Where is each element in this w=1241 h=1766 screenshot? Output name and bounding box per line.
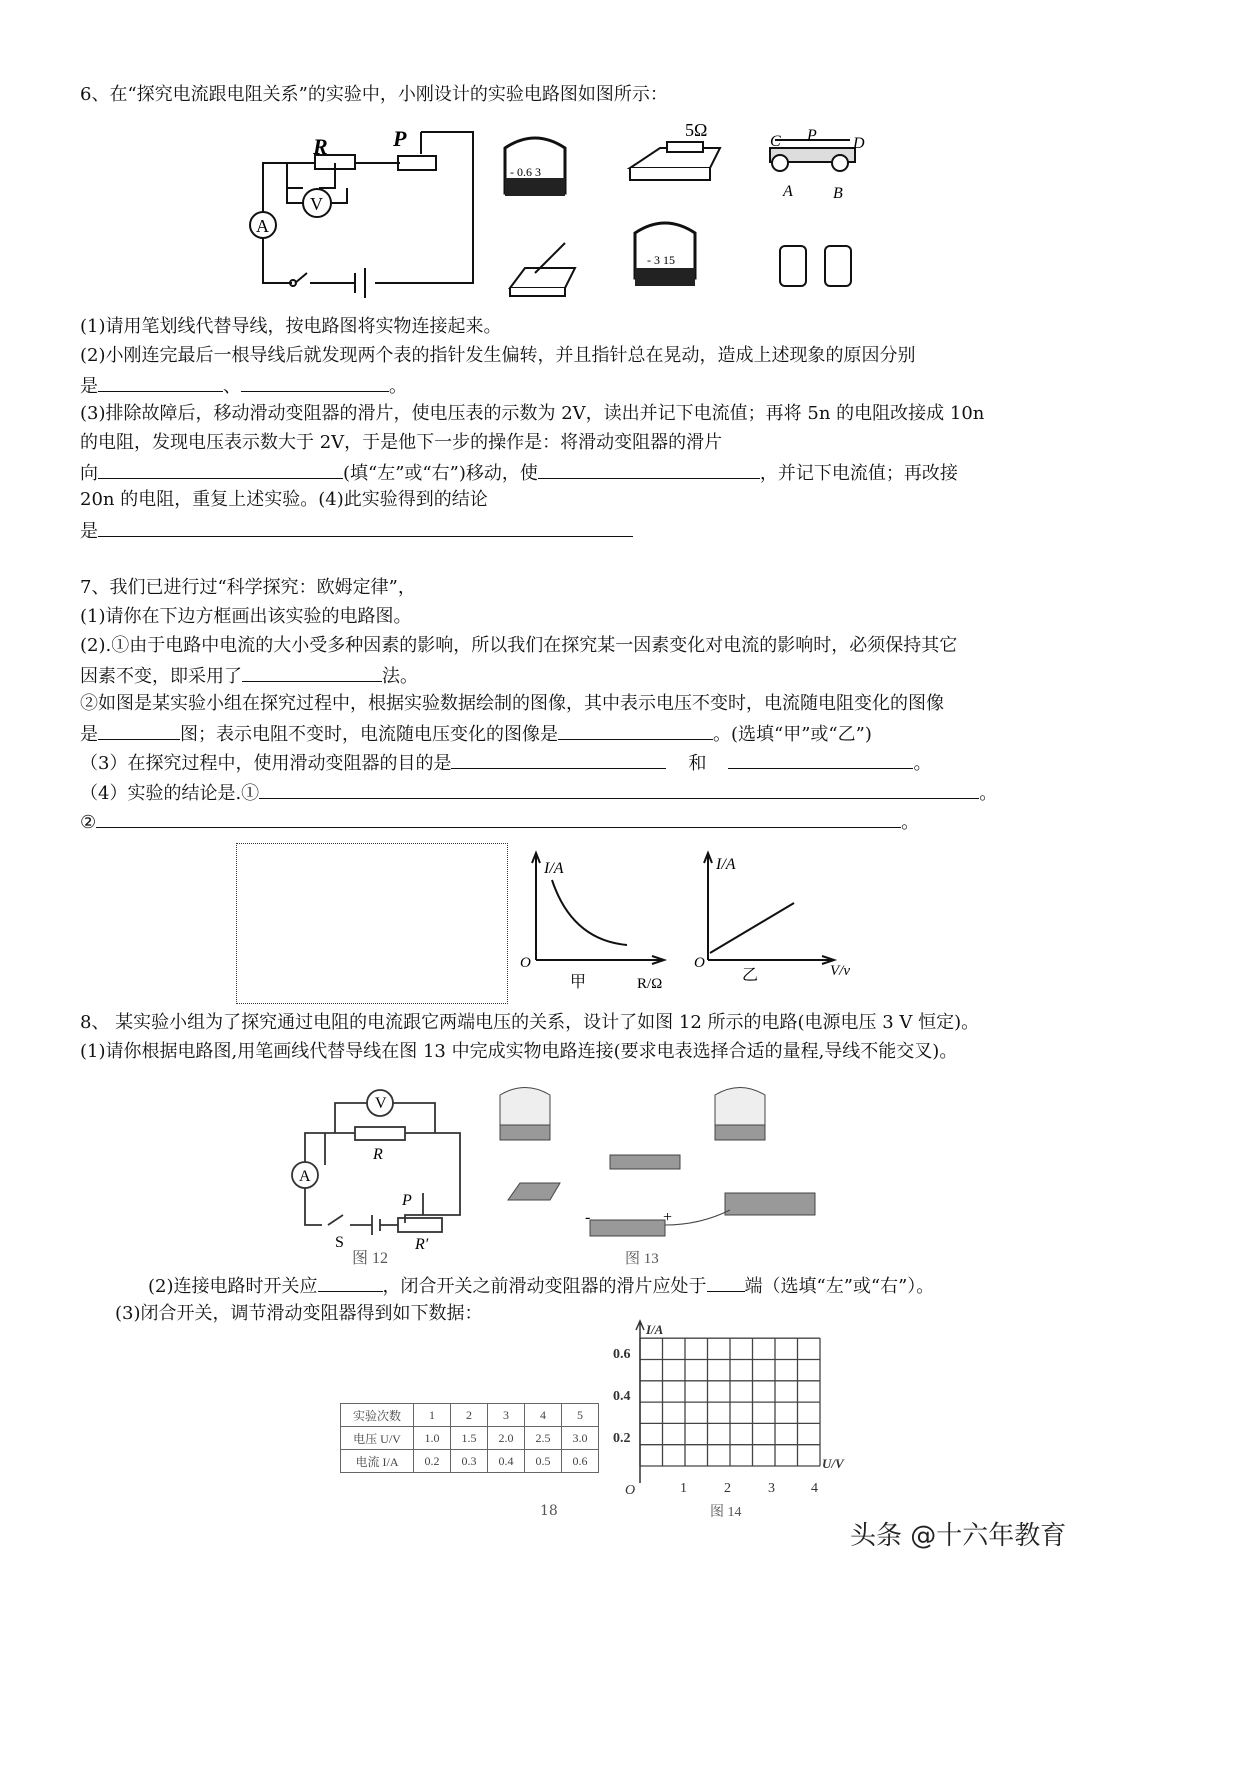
circuit-drawing-box[interactable] <box>236 843 508 1004</box>
q6-part2-blanks: 是 、 。 <box>80 373 407 399</box>
figure-14-graph <box>605 1318 865 1523</box>
q8-title: 8、 某实验小组为了探究通过电阻的电流跟它两端电压的关系，设计了如图 12 所示的电路(电源电压 3 V 恒定)。 <box>80 1012 980 1033</box>
svg-text:图 13: 图 13 <box>625 1251 659 1267</box>
answer-blank[interactable] <box>98 373 223 392</box>
label-r: R <box>313 134 328 159</box>
table-cell: 2.5 <box>525 1427 562 1450</box>
svg-text:乙: 乙 <box>742 967 759 984</box>
answer-blank[interactable] <box>242 663 382 682</box>
table-cell: 电流 I/A <box>341 1450 414 1473</box>
q7-part4: （4）实验的结论是.① 。 <box>80 780 997 806</box>
answer-blank[interactable] <box>98 460 343 479</box>
svg-text:1: 1 <box>680 1481 687 1496</box>
table-cell: 1 <box>414 1404 451 1427</box>
q8-part1: (1)请你根据电路图,用笔画线代替导线在图 13 中完成实物电路连接(要求电表选择合适的量程,导线不能交叉)。 <box>80 1041 958 1062</box>
svg-text:O: O <box>625 1483 636 1498</box>
table-cell: 电压 U/V <box>341 1427 414 1450</box>
answer-blank[interactable] <box>558 721 713 740</box>
label-a2: A <box>783 183 793 200</box>
figure-12-13 <box>280 1075 840 1270</box>
q6-part1: (1)请用笔划线代替导线，按电路图将实物连接起来。 <box>80 316 502 337</box>
q7-part2b: ②如图是某实验小组在探究过程中，根据实验数据绘制的图像，其中表示电压不变时，电流随电阻变化的图像 <box>80 693 944 714</box>
svg-text:4: 4 <box>811 1481 818 1496</box>
q7-part2: (2).①由于电路中电流的大小受多种因素的影响，所以我们在探究某一因素变化对电流的影响时，必须保持其它 <box>80 635 958 656</box>
ammeter-scale: - 0.6 3 <box>510 165 541 179</box>
svg-text:V/v: V/v <box>830 963 850 979</box>
q6-part3-line3: 向 (填“左”或“右”)移动，使 ，并记下电流值；再改接 <box>80 460 958 486</box>
svg-text:图 12: 图 12 <box>352 1250 389 1267</box>
answer-blank[interactable] <box>707 1273 745 1292</box>
svg-text:V: V <box>375 1095 387 1112</box>
q7-part4b: ② 。 <box>80 809 919 835</box>
svg-text:I/A: I/A <box>544 860 564 877</box>
svg-text:图 14: 图 14 <box>710 1505 742 1520</box>
q6-figure <box>235 118 875 303</box>
svg-text:S: S <box>335 1234 344 1251</box>
table-cell: 0.4 <box>488 1450 525 1473</box>
svg-text:2: 2 <box>724 1481 731 1496</box>
label-p2: P <box>807 127 817 144</box>
answer-blank[interactable] <box>318 1273 383 1292</box>
table-row <box>341 1404 599 1427</box>
svg-text:0.6: 0.6 <box>613 1347 631 1362</box>
rheostat-icon <box>770 140 855 171</box>
svg-text:+: + <box>663 1209 673 1226</box>
table-cell: 0.3 <box>451 1450 488 1473</box>
svg-text:0.2: 0.2 <box>613 1431 631 1446</box>
label-c: C <box>770 133 781 150</box>
q7-title: 7、我们已进行过“科学探究：欧姆定律”， <box>80 577 416 598</box>
data-table <box>340 1403 599 1473</box>
answer-blank[interactable] <box>98 721 180 740</box>
table-cell: 5 <box>562 1404 599 1427</box>
label-p: P <box>393 126 407 151</box>
q6-part3-line2: 的电阻，发现电压表示数大于 2V，于是他下一步的操作是：将滑动变阻器的滑片 <box>80 432 723 453</box>
battery-icon <box>780 246 851 286</box>
answer-blank[interactable] <box>241 373 389 392</box>
table-cell: 2.0 <box>488 1427 525 1450</box>
q6-part3: (3)排除故障后，移动滑动变阻器的滑片，使电压表的示数为 2V，读出并记下电流值；再将 5n 的电阻改接成 10n <box>80 403 985 424</box>
resistor-icon <box>630 142 720 180</box>
q8-part3: (3)闭合开关，调节滑动变阻器得到如下数据： <box>115 1303 483 1324</box>
svg-text:甲: 甲 <box>570 974 587 991</box>
answer-blank[interactable] <box>728 750 913 769</box>
answer-blank[interactable] <box>538 460 760 479</box>
q7-part2b-blanks: 是 图；表示电阻不变时，电流随电压变化的图像是 。(选填“甲”或“乙”) <box>80 721 872 747</box>
q7-part2-blank: 因素不变，即采用了 法。 <box>80 663 418 689</box>
svg-text:I/A: I/A <box>716 856 736 873</box>
table-cell: 0.5 <box>525 1450 562 1473</box>
svg-text:R′: R′ <box>415 1236 429 1253</box>
svg-text:3: 3 <box>768 1481 775 1496</box>
svg-text:-: - <box>585 1209 591 1226</box>
q6-title: 6、在“探究电流跟电阻关系”的实验中，小刚设计的实验电路图如图所示： <box>80 84 668 105</box>
table-row <box>341 1450 599 1473</box>
svg-text:R: R <box>373 1146 383 1163</box>
table-cell: 3.0 <box>562 1427 599 1450</box>
answer-blank[interactable] <box>259 780 979 799</box>
q6-part4: 20n 的电阻，重复上述实验。(4)此实验得到的结论 <box>80 489 488 510</box>
table-cell: 实验次数 <box>341 1404 414 1427</box>
svg-text:U/V: U/V <box>822 1456 844 1471</box>
svg-text:A: A <box>299 1168 311 1185</box>
resistor-label: 5Ω <box>685 120 708 140</box>
q7-part3: （3）在探究过程中，使用滑动变阻器的目的是 和 。 <box>80 750 931 776</box>
svg-text:O: O <box>694 955 705 971</box>
label-v: V <box>310 194 323 214</box>
table-row <box>341 1427 599 1450</box>
voltmeter-scale: - 3 15 <box>647 253 675 267</box>
svg-text:0.4: 0.4 <box>613 1389 631 1404</box>
table-cell: 1.5 <box>451 1427 488 1450</box>
svg-text:I/A: I/A <box>646 1322 664 1337</box>
switch-icon <box>510 243 575 296</box>
watermark: 头条 @十六年教育 <box>850 1521 1067 1551</box>
q6-part4-blank: 是 <box>80 518 633 544</box>
answer-blank[interactable] <box>451 750 666 769</box>
table-cell: 2 <box>451 1404 488 1427</box>
table-cell: 0.6 <box>562 1450 599 1473</box>
answer-blank[interactable] <box>96 809 901 828</box>
page-number: 18 <box>540 1503 558 1519</box>
table-cell: 0.2 <box>414 1450 451 1473</box>
svg-text:P: P <box>402 1192 412 1209</box>
q6-part2: (2)小刚连完最后一根导线后就发现两个表的指针发生偏转，并且指针总在晃动，造成上述现象的原因分别 <box>80 345 916 366</box>
label-b: B <box>833 185 843 202</box>
table-cell: 3 <box>488 1404 525 1427</box>
graph-jia <box>512 845 872 995</box>
answer-blank[interactable] <box>98 518 633 537</box>
table-cell: 4 <box>525 1404 562 1427</box>
svg-text:O: O <box>520 955 531 971</box>
q7-part1: (1)请你在下边方框画出该实验的电路图。 <box>80 606 412 627</box>
label-d: D <box>853 135 865 152</box>
table-cell: 1.0 <box>414 1427 451 1450</box>
q8-part2: (2)连接电路时开关应 ，闭合开关之前滑动变阻器的滑片应处于 端（选填“左”或“右”）。 <box>148 1273 934 1299</box>
svg-text:R/Ω: R/Ω <box>637 976 663 992</box>
label-a: A <box>256 216 269 236</box>
